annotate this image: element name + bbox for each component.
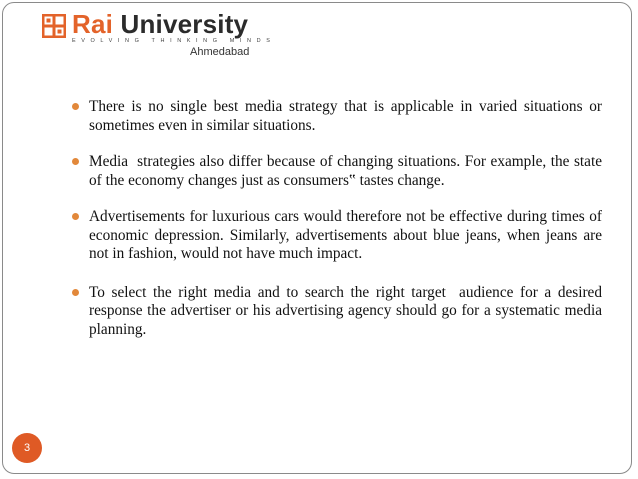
brand-tagline: EVOLVING THINKING MINDS <box>72 38 276 44</box>
bullet-text: Advertisements for luxurious cars would therefore not be effective during times of economic depression. Similarly, advertisements about blue jeans, when jeans are not in fashion, would not have much impact. <box>89 208 606 262</box>
bullet-text: Media strategies also differ because of changing situations. For example, the state of the economy changes just as consumers‟ tastes change. <box>89 153 606 189</box>
bullet-item <box>72 283 606 340</box>
bullet-item <box>72 153 606 190</box>
bullet-text: To select the right media and to search the right target audience for a desired response the advertiser or his advertising agency should go for a systematic media planning. <box>89 283 606 338</box>
bullet-icon <box>72 213 79 220</box>
campus-name: Ahmedabad <box>190 46 250 58</box>
bullet-text: There is no single best media strategy that is applicable in varied situations or sometimes even in similar situations. <box>89 98 606 134</box>
bullet-icon <box>72 103 79 110</box>
bullet-list <box>72 98 606 357</box>
brand-name-second: University <box>120 9 249 39</box>
bullet-icon <box>72 158 79 165</box>
bullet-item <box>72 98 606 135</box>
page-number-badge <box>12 433 42 463</box>
brand-name <box>72 9 248 40</box>
brand-name-first: Rai <box>72 9 114 39</box>
bullet-icon <box>72 289 79 296</box>
bullet-item <box>72 208 606 264</box>
crest-icon <box>42 14 66 38</box>
university-logo <box>42 9 276 58</box>
page-number: 3 <box>23 442 31 454</box>
